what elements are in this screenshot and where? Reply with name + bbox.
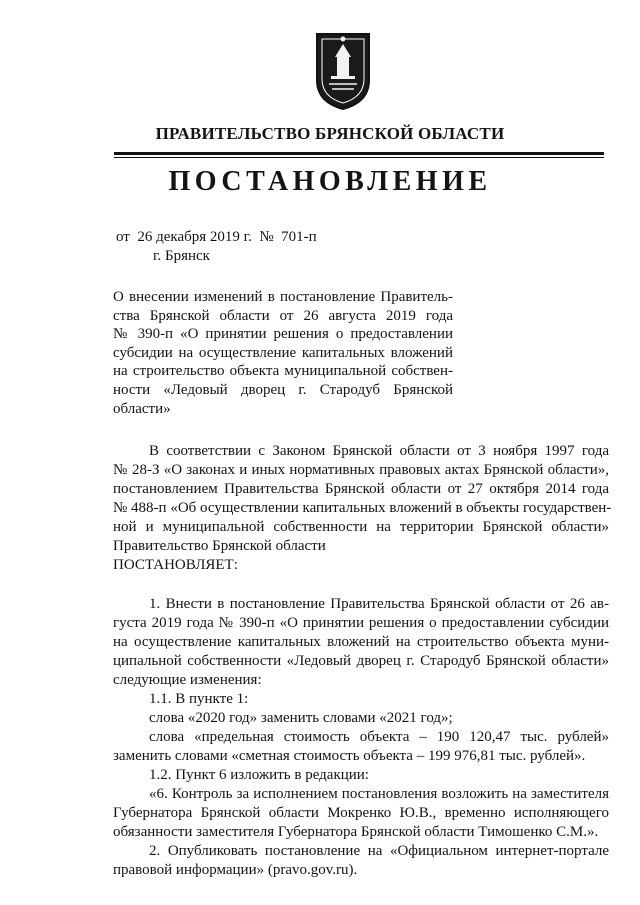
item-1-1-line: заменить словами «сметная стоимость объекта – 199 976,81 тыс. рублей». bbox=[113, 748, 586, 764]
item-1-line: ципальной собственности «Ледовый дворец г. Стародуб Брянской области» bbox=[113, 653, 609, 669]
subject-line: ства Брянской области от 26 августа 2019 года bbox=[113, 307, 453, 324]
header-rule-thick bbox=[114, 152, 604, 155]
item-1-1-line: слова «предельная стоимость объекта – 190 120,47 тыс. рублей» bbox=[149, 729, 609, 745]
document-date-number: от 26 декабря 2019 г. № 701-п bbox=[116, 229, 317, 245]
item-1-2-line: обязанности заместителя Губернатора Брянской области Тимошенко С.М.». bbox=[113, 824, 599, 840]
preamble-line: № 488-п «Об осуществлении капитальных вложений в объекты государствен- bbox=[113, 500, 612, 516]
document-city: г. Брянск bbox=[153, 248, 210, 264]
item-1-2-line: Губернатора Брянской области Мокренко Ю.В., временно исполняющего bbox=[113, 805, 609, 821]
item-1-2-title: 1.2. Пункт 6 изложить в редакции: bbox=[149, 767, 369, 783]
preamble-line: В соответствии с Законом Брянской области от 3 ноября 1997 года bbox=[149, 443, 609, 459]
subject-line: О внесении изменений в постановление Правитель- bbox=[113, 289, 453, 305]
item-1-2-line: «6. Контроль за исполнением постановления возложить на заместителя bbox=[149, 786, 609, 802]
subject-line: ности «Ледовый дворец г. Стародуб Брянской bbox=[113, 381, 453, 398]
subject-line: области» bbox=[113, 400, 171, 417]
document-subject bbox=[113, 288, 453, 418]
subject-line: на строительство объекта муниципальной собствен- bbox=[113, 363, 453, 380]
document-type-title: ПОСТАНОВЛЕНИЕ bbox=[168, 166, 492, 197]
item-1-line: 1. Внести в постановление Правительства Брянской области от 26 ав- bbox=[149, 596, 609, 612]
subject-line: субсидии на осуществление капитальных вложений bbox=[113, 344, 453, 361]
item-2-line: 2. Опубликовать постановление на «Официальном интернет-портале bbox=[149, 843, 609, 859]
preamble-line: ной и муниципальной собственности на территории Брянской области» bbox=[113, 519, 609, 535]
preamble-line: постановлением Правительства Брянской области от 27 октября 2014 года bbox=[113, 481, 609, 497]
item-1-line: на осуществление капитальных вложений на строительство объекта муни- bbox=[113, 634, 609, 650]
header-rule-thin bbox=[114, 157, 604, 158]
item-1-1-title: 1.1. В пункте 1: bbox=[149, 691, 249, 707]
preamble-line: № 28-З «О законах и иных нормативных правовых актах Брянской области», bbox=[113, 462, 609, 478]
item-1-line: густа 2019 года № 390-п «О принятии решения о предоставлении субсидии bbox=[113, 615, 609, 631]
government-title: ПРАВИТЕЛЬСТВО БРЯНСКОЙ ОБЛАСТИ bbox=[155, 124, 505, 143]
item-1-line: следующие изменения: bbox=[113, 672, 262, 688]
document-body bbox=[113, 442, 612, 880]
subject-line: № 390-п «О принятии решения о предоставлении bbox=[113, 326, 453, 343]
bryansk-coat-of-arms-icon bbox=[313, 30, 373, 112]
preamble-line: Правительство Брянской области bbox=[113, 538, 326, 554]
decree-word: ПОСТАНОВЛЯЕТ: bbox=[113, 557, 238, 573]
item-1-1-line: слова «2020 год» заменить словами «2021 год»; bbox=[149, 710, 453, 726]
item-2-line: правовой информации» (pravo.gov.ru). bbox=[113, 862, 358, 878]
